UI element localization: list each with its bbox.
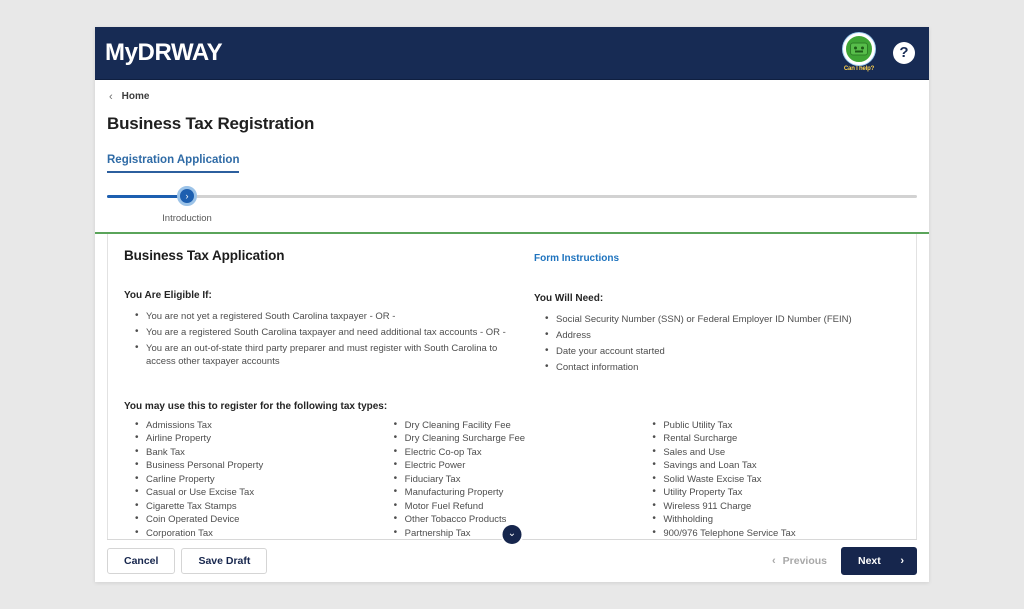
tax-types-list-1 xyxy=(124,420,383,540)
tab-registration-application[interactable]: Registration Application xyxy=(107,154,239,173)
eligibility-column xyxy=(124,248,524,377)
form-heading: Business Tax Application xyxy=(124,248,285,263)
tax-types-column-2 xyxy=(383,420,642,540)
list-item: • Solid Waste Excise Tax xyxy=(663,474,900,487)
list-item: • Rental Surcharge xyxy=(663,433,900,446)
list-item: • Withholding xyxy=(663,514,900,527)
save-draft-button[interactable]: Save Draft xyxy=(181,548,267,574)
list-item: • Bank Tax xyxy=(146,447,383,460)
step-node-introduction[interactable]: › xyxy=(177,186,197,206)
progress-stepper xyxy=(107,190,917,232)
footer-left-actions xyxy=(107,548,267,574)
list-item: • You are a registered South Carolina taxpayer and need additional tax accounts - OR - xyxy=(146,326,524,339)
robot-eye-left-icon xyxy=(854,47,857,50)
previous-button-label: Previous xyxy=(782,555,827,567)
list-item: • Public Utility Tax xyxy=(663,420,900,433)
form-footer xyxy=(107,539,917,582)
brand-text-d: D xyxy=(137,39,155,66)
chatbot-button[interactable] xyxy=(837,31,881,77)
scroll-down-chevron-icon[interactable]: ⌄ xyxy=(503,525,522,544)
chevron-right-icon: › xyxy=(900,555,904,567)
list-item: • Savings and Loan Tax xyxy=(663,460,900,473)
mydorway-logo[interactable] xyxy=(105,39,222,67)
list-item: • You are an out-of-state third party preparer and must register with South Carolina to access other taxpayer accounts xyxy=(146,342,524,368)
list-item: • Partnership Tax xyxy=(405,528,642,540)
brand-letter-d-sc-state-icon xyxy=(138,39,155,67)
footer-right-actions xyxy=(766,547,917,575)
step-label-introduction: Introduction xyxy=(162,213,212,224)
list-item: • Electric Co-op Tax xyxy=(405,447,642,460)
progress-fill xyxy=(107,195,185,198)
list-item: • Dry Cleaning Surcharge Fee xyxy=(405,433,642,446)
robot-eye-right-icon xyxy=(861,47,864,50)
tax-types-heading: You may use this to register for the following tax types: xyxy=(124,401,388,412)
list-item: • You are not yet a registered South Carolina taxpayer - OR - xyxy=(146,310,524,323)
brand-text-rway: RWAY xyxy=(154,39,223,66)
application-window xyxy=(95,27,929,582)
robot-mouth-icon xyxy=(855,51,863,53)
tax-types-column-1 xyxy=(124,420,383,540)
top-header-bar xyxy=(95,27,929,80)
need-list xyxy=(534,313,900,374)
cancel-button[interactable]: Cancel xyxy=(107,548,175,574)
list-item: • Date your account started xyxy=(556,345,900,358)
form-content-inner xyxy=(108,234,916,540)
eligible-list xyxy=(124,310,524,368)
list-item: • Wireless 911 Charge xyxy=(663,501,900,514)
list-item: • Casual or Use Excise Tax xyxy=(146,487,383,500)
intro-columns xyxy=(124,248,900,377)
list-item: • Manufacturing Property xyxy=(405,487,642,500)
requirements-column xyxy=(524,248,900,377)
tax-types-column-3 xyxy=(641,420,900,540)
back-chevron-icon: ‹ xyxy=(109,90,113,103)
chevron-left-icon: ‹ xyxy=(771,555,776,567)
progress-track xyxy=(107,195,917,198)
list-item: • Dry Cleaning Facility Fee xyxy=(405,420,642,433)
list-item: • Admissions Tax xyxy=(146,420,383,433)
form-instructions-link[interactable]: Form Instructions xyxy=(534,253,620,264)
list-item: • Carline Property xyxy=(146,474,383,487)
next-button-label: Next xyxy=(858,555,881,567)
need-heading: You Will Need: xyxy=(534,293,604,304)
brand-text-my: My xyxy=(105,39,138,66)
list-item: • Fiduciary Tax xyxy=(405,474,642,487)
chatbot-label: Can I help? xyxy=(843,66,875,72)
tab-bar xyxy=(107,150,929,170)
list-item: • Social Security Number (SSN) or Federal Employer ID Number (FEIN) xyxy=(556,313,900,326)
list-item: • Cigarette Tax Stamps xyxy=(146,501,383,514)
tax-types-list-3 xyxy=(641,420,900,540)
next-button[interactable] xyxy=(841,547,917,575)
list-item: • Other Tobacco Products xyxy=(405,514,642,527)
tax-types-columns xyxy=(124,420,900,540)
list-item: • Corporation Tax xyxy=(146,528,383,540)
previous-button[interactable] xyxy=(766,549,833,573)
robot-avatar-icon xyxy=(843,33,875,65)
list-item: • Contact information xyxy=(556,361,900,374)
breadcrumb[interactable] xyxy=(95,80,929,102)
eligible-heading: You Are Eligible If: xyxy=(124,290,212,301)
list-item: • Utility Property Tax xyxy=(663,487,900,500)
list-item: • Sales and Use xyxy=(663,447,900,460)
form-content-card xyxy=(107,234,917,540)
page-title: Business Tax Registration xyxy=(107,114,315,133)
tax-types-list-2 xyxy=(383,420,642,540)
list-item: • 900/976 Telephone Service Tax xyxy=(663,528,900,540)
list-item: • Business Personal Property xyxy=(146,460,383,473)
list-item: • Motor Fuel Refund xyxy=(405,501,642,514)
help-icon[interactable]: ? xyxy=(893,42,915,64)
list-item: • Electric Power xyxy=(405,460,642,473)
list-item: • Address xyxy=(556,329,900,342)
breadcrumb-item-home[interactable]: Home xyxy=(121,91,150,102)
robot-face-icon xyxy=(850,43,868,56)
list-item: • Coin Operated Device xyxy=(146,514,383,527)
list-item: • Airline Property xyxy=(146,433,383,446)
